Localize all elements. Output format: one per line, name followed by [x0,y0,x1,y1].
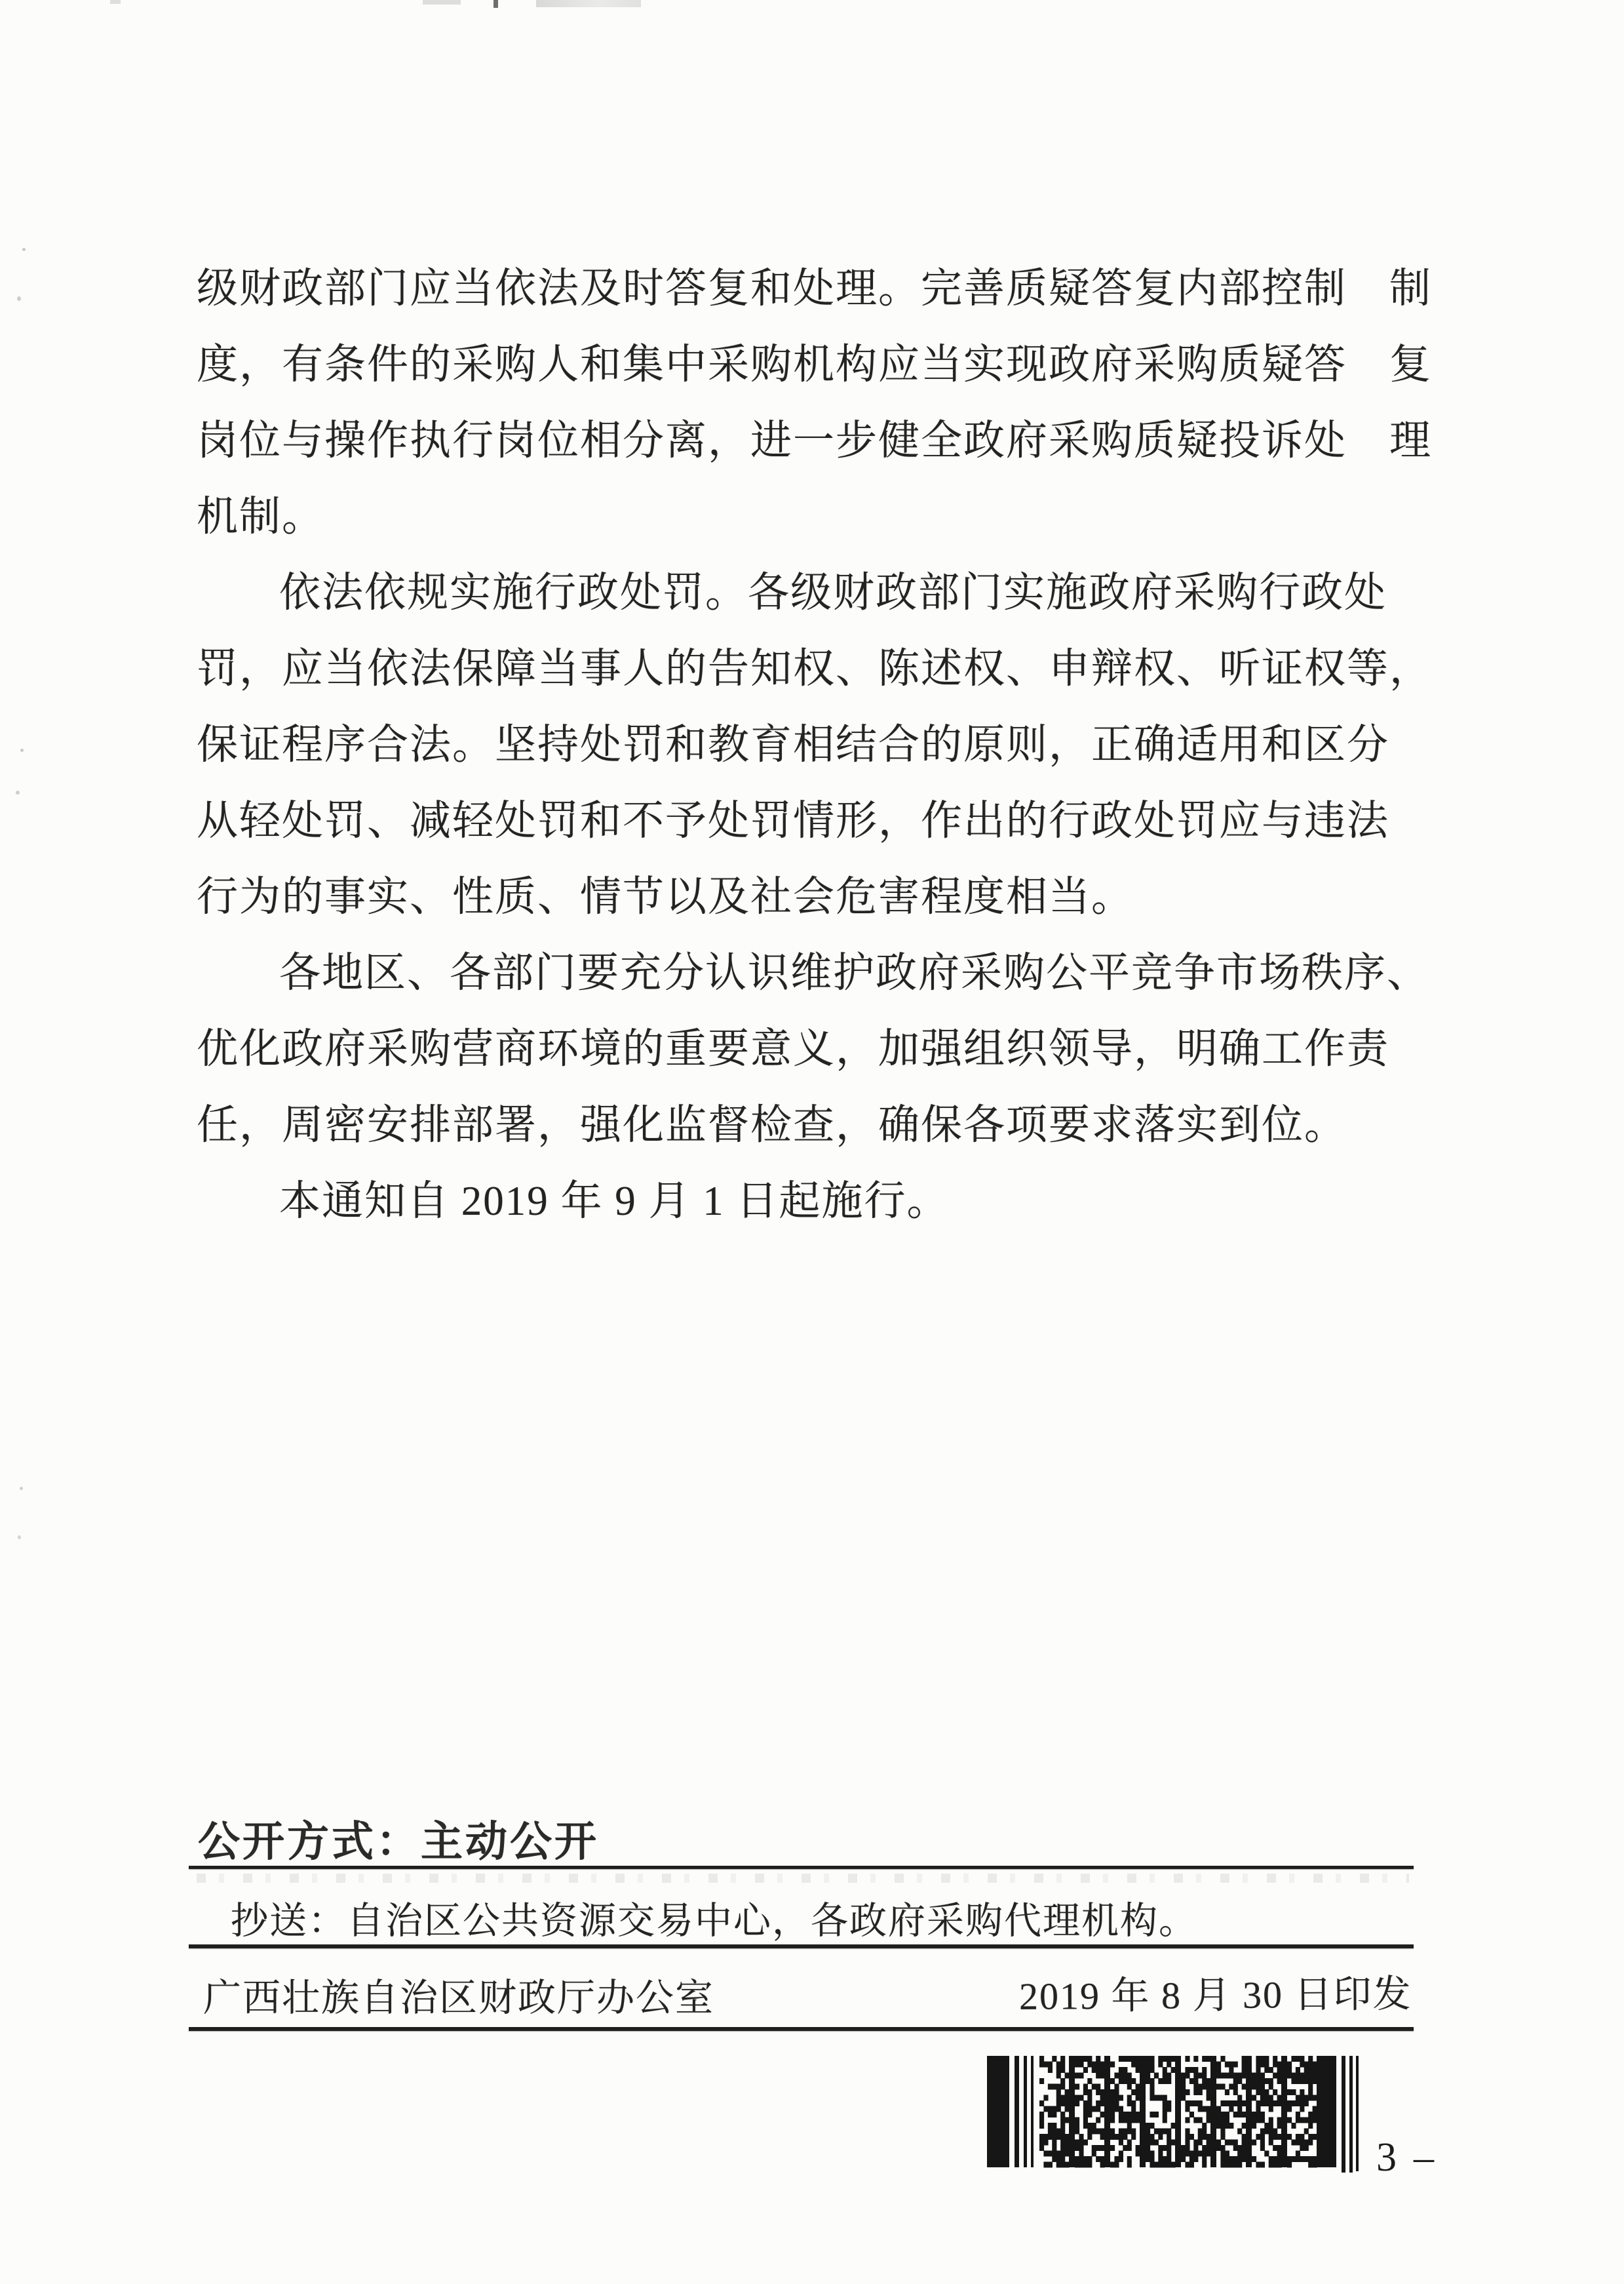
body-line: 度，有条件的采购人和集中采购机构应当实现政府采购质疑答 复 [197,342,1432,387]
body-line: 机制。 [197,494,324,540]
divider-line [189,1866,1414,1869]
page-number-dash: – [1414,2135,1434,2180]
body-line: 从轻处罚、减轻处罚和不予处罚情形，作出的行政处罚应与违法 [197,798,1389,844]
scan-smudge [536,0,641,7]
body-line: 岗位与操作执行岗位相分离，进一步健全政府采购质疑投诉处 理 [197,418,1432,463]
body-line: 任，周密安排部署，强化监督检查，确保各项要求落实到位。 [197,1102,1347,1148]
scan-noise-band [197,1874,1409,1883]
scan-speck [17,296,21,301]
divider-line [189,2027,1414,2031]
scan-smudge [493,0,498,8]
divider-line [189,1944,1414,1948]
scan-smudge [110,0,121,4]
body-line: 保证程序合法。坚持处罚和教育相结合的原则，正确适用和区分 [197,722,1389,768]
body-line: 本通知自 2019 年 9 月 1 日起施行。 [279,1178,950,1224]
body-line: 依法依规实施行政处罚。各级财政部门实施政府采购行政处 [279,570,1387,616]
print-date: 2019 年 8 月 30 日印发 [1019,1973,1413,2018]
issuing-office: 广西壮族自治区财政厅办公室 [203,1977,715,2019]
publicity-method-line: 公开方式：主动公开 [198,1818,599,1865]
cc-line: 抄送：自治区公共资源交易中心，各政府采购代理机构。 [231,1900,1197,1942]
body-line: 各地区、各部门要充分认识维护政府采购公平竞争市场秩序、 [279,950,1429,996]
body-line: 级财政部门应当依法及时答复和处理。完善质疑答复内部控制 制 [197,266,1432,311]
body-line: 罚，应当依法保障当事人的告知权、陈述权、申辩权、听证权等， [197,646,1432,692]
scan-speck [22,248,26,251]
scan-speck [20,749,24,752]
scan-speck [16,791,20,795]
document-body [197,250,1442,1239]
body-line: 行为的事实、性质、情节以及社会危害程度相当。 [197,874,1134,920]
issuer-row [203,1967,1412,2022]
pdf417-barcode-icon [987,2056,1376,2173]
scan-speck [20,1487,23,1490]
scan-smudge [423,0,461,5]
page-number-digit: 3 [1376,2135,1397,2180]
page-number [1376,2135,1434,2181]
scan-speck [18,1535,21,1539]
body-line: 优化政府采购营商环境的重要意义，加强组织领导，明确工作责 [197,1026,1389,1072]
